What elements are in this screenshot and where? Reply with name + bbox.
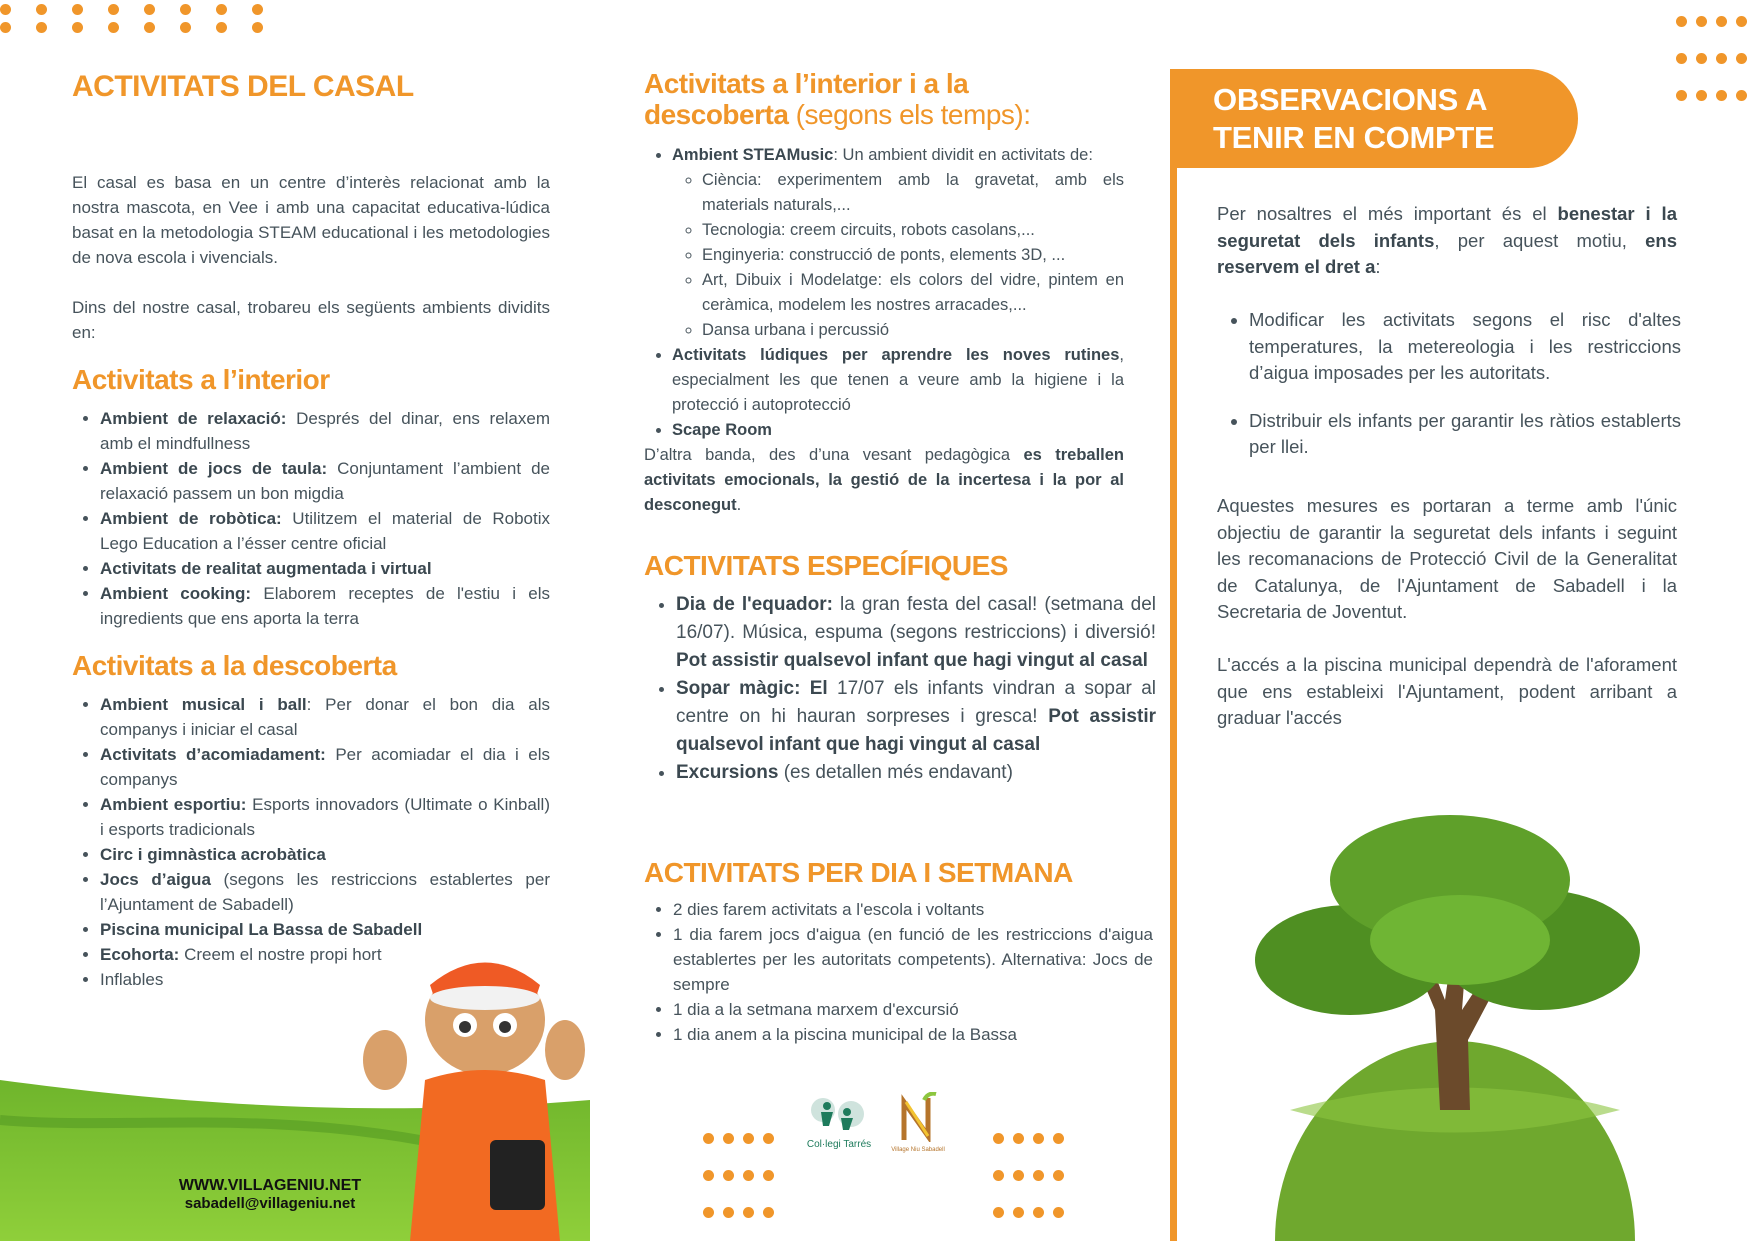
- list-item: [672, 143, 1124, 168]
- text: Inflables: [100, 970, 164, 989]
- text: , per aquest motiu,: [1434, 229, 1646, 251]
- list-item: [672, 418, 1124, 443]
- dot: [703, 1207, 714, 1218]
- dot: [1033, 1133, 1044, 1144]
- dot: [108, 4, 119, 15]
- bold-text: Ambient esportiu:: [100, 795, 247, 814]
- dot: [180, 4, 191, 15]
- mesures-paragraph: Aquestes mesures es portaran a terme amb l'únic objectiu de garantir la seguretat dels infants i seguint les recomanacions de Protecció Civil de la Generalitat de Catalunya, de l'Ajuntament de Sabadell i la Secretaria de Joventut.: [1217, 495, 1677, 622]
- dot: [1736, 53, 1747, 64]
- interior-list: [72, 406, 550, 631]
- dot: [36, 22, 47, 33]
- list-item: [100, 792, 550, 842]
- list-item: [100, 456, 550, 506]
- casal-title: ACTIVITATS DEL CASAL: [72, 70, 414, 103]
- email-link[interactable]: sabadell@villageniu.net: [184, 1195, 356, 1212]
- title-line-2: TENIR EN COMPTE: [1213, 120, 1495, 155]
- bold-text: Jocs d’aigua: [100, 870, 211, 889]
- college-logo: [803, 1092, 875, 1150]
- bold-text: benestar i la seguretat dels infants: [1217, 203, 1677, 251]
- text: , especialment les que tenen a veure amb la higiene i la protecció i autoprotecció: [672, 346, 1124, 414]
- bold-text: Ambient de relaxació:: [100, 409, 287, 428]
- dot: [1716, 53, 1727, 64]
- bold-text: Circ i gimnàstica acrobàtica: [100, 845, 326, 864]
- list-item: [100, 406, 550, 456]
- title-bold: Activitats a l’interior i a la descoberta: [644, 68, 969, 130]
- list-item: [100, 692, 550, 742]
- dot: [743, 1207, 754, 1218]
- text: Utilitzem el material de Robotix Lego Education a l’ésser centre oficial: [100, 509, 551, 553]
- text: (es detallen més endavant): [778, 762, 1013, 783]
- dot: [1716, 16, 1727, 27]
- dot: [72, 4, 83, 15]
- list-item: [676, 759, 1156, 787]
- list-item: [100, 581, 550, 631]
- list-item: ◦ Dansa urbana i percussió: [702, 318, 1124, 343]
- text: Creem el nostre propi hort: [179, 945, 382, 964]
- observacions-title: [1170, 69, 1578, 157]
- bold-text: Activitats lúdiques per aprendre les noves rutines: [672, 346, 1120, 364]
- list-item: [676, 591, 1156, 675]
- bold-text: Scape Room: [672, 421, 772, 439]
- bold-text: Ambient de robòtica:: [100, 509, 282, 528]
- dot: [0, 22, 11, 33]
- list-item: [100, 917, 550, 942]
- dot: [1736, 16, 1747, 27]
- list-item: [100, 842, 550, 867]
- dot: [216, 4, 227, 15]
- list-item: [676, 675, 1156, 759]
- dot: [1013, 1207, 1024, 1218]
- dot: [993, 1133, 1004, 1144]
- bold-text: es treballen activitats emocionals, la gestió de la incertesa i la por al desconegut: [644, 446, 1124, 514]
- dot: [993, 1207, 1004, 1218]
- dot: [0, 4, 11, 15]
- dot: [1013, 1170, 1024, 1181]
- intro-paragraph-2: Dins del nostre casal, trobareu els següents ambients dividits en:: [72, 298, 550, 342]
- text: : Per donar el bon dia als companys i iniciar el casal: [100, 695, 550, 739]
- descoberta-title: Activitats a la descoberta: [72, 650, 397, 681]
- text: .: [736, 496, 742, 514]
- village-logo-icon: [894, 1092, 942, 1142]
- dot: [1696, 90, 1707, 101]
- observacions-list: [1217, 307, 1681, 461]
- bold-text: Ambient de jocs de taula:: [100, 459, 328, 478]
- bold-text: ens reservem el dret a: [1217, 229, 1677, 277]
- list-item: [100, 506, 550, 556]
- bold-text: Activitats d’acomiadament:: [100, 745, 326, 764]
- list-item: [100, 742, 550, 792]
- dot: [36, 4, 47, 15]
- dot: [108, 22, 119, 33]
- interior-descoberta-title: [644, 68, 1104, 130]
- dot: [1676, 53, 1687, 64]
- per-dia-list: [644, 897, 1153, 1047]
- dot: [144, 4, 155, 15]
- list-item: ◦ Tecnologia: creem circuits, robots casolans,...: [702, 218, 1124, 243]
- website-link[interactable]: WWW.VILLAGENIU.NET: [178, 1177, 362, 1194]
- bold-text: Ambient STEAMusic: [672, 146, 834, 164]
- bold-text: Pot assistir qualsevol infant que hagi vingut al casal: [676, 706, 1156, 755]
- bold-text: Piscina municipal La Bassa de Sabadell: [100, 920, 423, 939]
- village-logo: [888, 1092, 948, 1153]
- dot: [72, 22, 83, 33]
- text: la gran festa del casal! (setmana del 16/07). Música, espuma (segons restriccions) i diversió!: [676, 594, 1156, 643]
- bold-text: Excursions: [676, 762, 779, 783]
- list-item: [672, 343, 1124, 418]
- list-item: ◦ Enginyeria: construcció de ponts, elements 3D, ...: [702, 243, 1124, 268]
- text: (segons les restriccions establertes per l’Ajuntament de Sabadell): [100, 870, 550, 914]
- interior-title: Activitats a l’interior: [72, 364, 330, 395]
- bold-text: Sopar màgic: El: [676, 678, 828, 699]
- list-item: ◦ Ciència: experimentem amb la gravetat, amb els materials naturals,...: [702, 168, 1124, 218]
- observacions-intro: [1217, 201, 1677, 281]
- dot: [1696, 16, 1707, 27]
- bold-text: Pot assistir qualsevol infant que hagi vingut al casal: [676, 650, 1148, 671]
- observacions-header: [1170, 69, 1578, 168]
- bold-text: Ambient cooking:: [100, 584, 252, 603]
- dot: [703, 1133, 714, 1144]
- dot: [1053, 1170, 1064, 1181]
- dot: [1033, 1207, 1044, 1218]
- bold-text: Ambient musical i ball: [100, 695, 307, 714]
- accent-bar: [1170, 69, 1177, 1241]
- list-item: • 2 dies farem activitats a l'escola i voltants: [673, 897, 1153, 922]
- text: Conjuntament l’ambient de relaxació passem un bon migdia: [100, 459, 550, 503]
- college-logo-icon: [807, 1092, 871, 1134]
- dot: [743, 1170, 754, 1181]
- dot: [723, 1133, 734, 1144]
- list-item: ◦ Art, Dibuix i Modelatge: els colors del vidre, pintem en ceràmica, modelem les nostres arracades,...: [702, 268, 1124, 318]
- dot: [763, 1207, 774, 1218]
- village-logo-text: Village Niu Sabadell: [891, 1147, 945, 1153]
- dot: [1676, 16, 1687, 27]
- list-item: • 1 dia anem a la piscina municipal de la Bassa: [673, 1022, 1153, 1047]
- dot: [723, 1170, 734, 1181]
- title-light: (segons els temps):: [788, 99, 1031, 130]
- dot: [1676, 90, 1687, 101]
- text: 17/07 els infants vindran a sopar al centre on hi hauran sorpreses i gresca!: [676, 678, 1156, 727]
- college-logo-text: Col·legi Tarrés: [806, 1139, 872, 1150]
- bold-text: Ecohorta:: [100, 945, 180, 964]
- steam-section: [644, 143, 1124, 518]
- dot: [1033, 1170, 1044, 1181]
- dot: [763, 1170, 774, 1181]
- bold-text: Dia de l'equador:: [676, 594, 833, 615]
- dot: [216, 22, 227, 33]
- text: Esports innovadors (Ultimate o Kinball) i esports tradicionals: [100, 795, 550, 839]
- dot: [723, 1207, 734, 1218]
- title-line-1: OBSERVACIONS A: [1213, 82, 1488, 117]
- list-item: • 1 dia a la setmana marxem d'excursió: [673, 997, 1153, 1022]
- text: Per nosaltres el més important és el: [1217, 203, 1558, 224]
- dot: [743, 1133, 754, 1144]
- dot: [1696, 53, 1707, 64]
- dot: [1013, 1133, 1024, 1144]
- steam-sublist: [672, 168, 1124, 343]
- especifiques-title: ACTIVITATS ESPECÍFIQUES: [644, 550, 1008, 581]
- dot: [180, 22, 191, 33]
- dot: [703, 1170, 714, 1181]
- dot: [252, 22, 263, 33]
- dot: [1716, 90, 1727, 101]
- text: : Un ambient dividit en activitats de:: [833, 146, 1093, 164]
- text: Per acomiadar el dia i els companys: [100, 745, 550, 789]
- list-item: • 1 dia farem jocs d'aigua (en funció de les restriccions d'aigua establertes per les autoritats competents). Alternativa: Jocs de sempre: [673, 922, 1153, 997]
- dot: [1053, 1133, 1064, 1144]
- especifiques-list: [644, 591, 1156, 787]
- dot: [1053, 1207, 1064, 1218]
- bold-text: Activitats de realitat augmentada i virtual: [100, 559, 432, 578]
- dot: [1736, 90, 1747, 101]
- list-item: • Distribuir els infants per garantir les ràtios establerts per llei.: [1249, 408, 1681, 461]
- intro-paragraph: El casal es basa en un centre d’interès relacionat amb la nostra mascota, en Vee i amb una capacitat educativa-lúdica basat en la metodologia STEAM educational i les metodologies de nova escola i vivencials.: [72, 173, 550, 267]
- list-item: [100, 867, 550, 917]
- text: Després del dinar, ens relaxem amb el mindfullness: [100, 409, 551, 453]
- dot: [993, 1170, 1004, 1181]
- altra-paragraph: [644, 443, 1124, 518]
- dot: [144, 22, 155, 33]
- text: Elaborem receptes de l'estiu i els ingredients que ens aporta la terra: [100, 584, 550, 628]
- list-item: • Modificar les activitats segons el risc d'altes temperatures, la metereologia i les restriccions d’aigua imposades per les autoritats.: [1249, 307, 1681, 387]
- text: D’altra banda, des d’una vesant pedagògica: [644, 446, 1024, 464]
- list-item: [100, 556, 550, 581]
- piscina-paragraph: L'accés a la piscina municipal dependrà de l'aforament que ens estableixi l'Ajuntament, podent arribant a graduar l'accés: [1217, 654, 1677, 728]
- dot: [252, 4, 263, 15]
- per-dia-title: ACTIVITATS PER DIA I SETMANA: [644, 857, 1073, 888]
- tree-globe-image: [1240, 810, 1650, 1241]
- text: :: [1375, 256, 1381, 277]
- dot: [763, 1133, 774, 1144]
